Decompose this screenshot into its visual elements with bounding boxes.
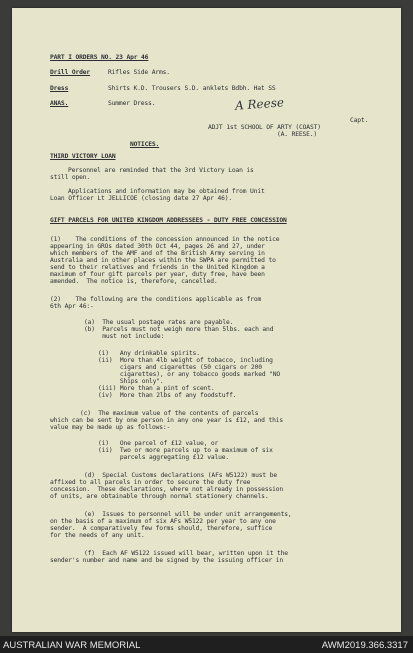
para2-line: (2) The following are the conditions applicable as from	[50, 296, 262, 303]
para2-line: 6th Apr 46:-	[50, 303, 94, 310]
signatory-name: (A. REESE.)	[277, 131, 318, 138]
anas-value: Summer Dress.	[108, 100, 156, 107]
victory-line: still open.	[50, 174, 91, 181]
institution-name: AUSTRALIAN WAR MEMORIAL	[3, 640, 141, 651]
para2-b-line: must not include:	[84, 333, 165, 340]
para-d-line: (d) Special Customs declarations (AFs W5122) must be	[84, 472, 277, 479]
para-f-line: sender's number and name and be signed by the issuing officer in	[50, 557, 284, 564]
para-e-line: sender. A comparatively few forms should, therefore, suffice	[50, 525, 273, 532]
value-item: (ii) Two or more parcels up to a maximum of six	[98, 447, 273, 454]
para-d-line: affixed to all parcels in order to secure the duty free	[50, 479, 251, 486]
drill-order-value: Rifles Side Arms.	[108, 69, 170, 76]
notices-heading: NOTICES.	[130, 141, 160, 148]
para-c-line: value may be made up as follows:-	[50, 424, 171, 431]
para1-line: Australia and in other places within the SWPA are permitted to	[50, 257, 276, 264]
victory-line: Personnel are reminded that the 3rd Victory Loan is	[68, 167, 254, 174]
para1-line: which members of the AMF and of the British Army serving in	[50, 250, 265, 257]
footer-bar	[0, 636, 413, 653]
para-e-line: (e) Issues to personnel will be under unit arrangements,	[84, 511, 292, 518]
drill-order-label: Drill Order	[50, 69, 91, 76]
para-c-line: (c) The maximum value of the contents of parcels	[80, 410, 259, 417]
para1-line: send to their relatives and friends in the United Kingdom a	[50, 264, 265, 271]
exclusion-item: cigarettes), or any tobacco goods marked "NO	[98, 371, 281, 378]
exclusion-item: (iii) More than a pint of scent.	[98, 385, 215, 392]
catalog-id: AWM2019.366.3317	[321, 640, 408, 651]
dress-value: Shirts K.D. Trousers S.D. anklets Bdbh. Hat SS	[108, 85, 276, 92]
para2-b-line: (b) Parcels must not weigh more than 5lbs. each and	[84, 326, 274, 333]
para-c-line: which can be sent by one person in any one year is £12, and this	[50, 417, 284, 424]
dress-label: Dress	[50, 85, 69, 92]
para1-line: (1) The conditions of the concession announced in the notice	[50, 236, 280, 243]
anas-label: ANAS.	[50, 100, 69, 107]
signatory-rank: Capt.	[350, 117, 369, 124]
signatory-title: ADJT 1st SCHOOL OF ARTY (COAST)	[208, 124, 321, 131]
para2-a: (a) The usual postage rates are payable.	[84, 319, 234, 326]
para1-line: appearing in GROs dated 30th Oct 44, pages 26 and 27, under	[50, 243, 265, 250]
exclusion-item: Ships only".	[98, 378, 164, 385]
para-e-line: for the needs of any unit.	[50, 532, 145, 539]
victory-loan-heading: THIRD VICTORY LOAN	[50, 153, 116, 160]
orders-header: PART I ORDERS NO. 23 Apr 46	[50, 54, 149, 61]
exclusion-item: cigars and cigarettes (50 cigars or 200	[98, 364, 262, 371]
para-f-line: (f) Each AF W5122 issued will bear, written upon it the	[84, 550, 288, 557]
signature: A Reese	[234, 95, 285, 113]
para-d-line: of units, are obtainable through normal stationery channels.	[50, 493, 269, 500]
para1-line: maximum of four gift parcels per year, duty free, have been	[50, 271, 265, 278]
exclusion-item: (i) Any drinkable spirits.	[98, 350, 200, 357]
exclusion-item: (iv) More than 2lbs of any foodstuff.	[98, 392, 237, 399]
value-item: parcels aggregating £12 value.	[98, 454, 230, 461]
victory-line: Loan Officer Lt JELLICOE (closing date 27 Apr 46).	[50, 195, 233, 202]
document-page	[12, 8, 401, 632]
victory-line: Applications and information may be obtained from Unit	[68, 188, 265, 195]
gift-parcels-heading: GIFT PARCELS FOR UNITED KINGDOM ADDRESSEES - DUTY FREE CONCESSION	[50, 217, 287, 224]
exclusion-item: (ii) More than 4lb weight of tobacco, including	[98, 357, 273, 364]
para1-line: amended. The notice is, therefore, cancelled.	[50, 278, 218, 285]
para-d-line: concession. These declarations, where not already in possession	[50, 486, 284, 493]
para-e-line: on the basis of a maximum of six AFs W5122 per year to any one	[50, 518, 276, 525]
value-item: (i) One parcel of £12 value, or	[98, 440, 219, 447]
